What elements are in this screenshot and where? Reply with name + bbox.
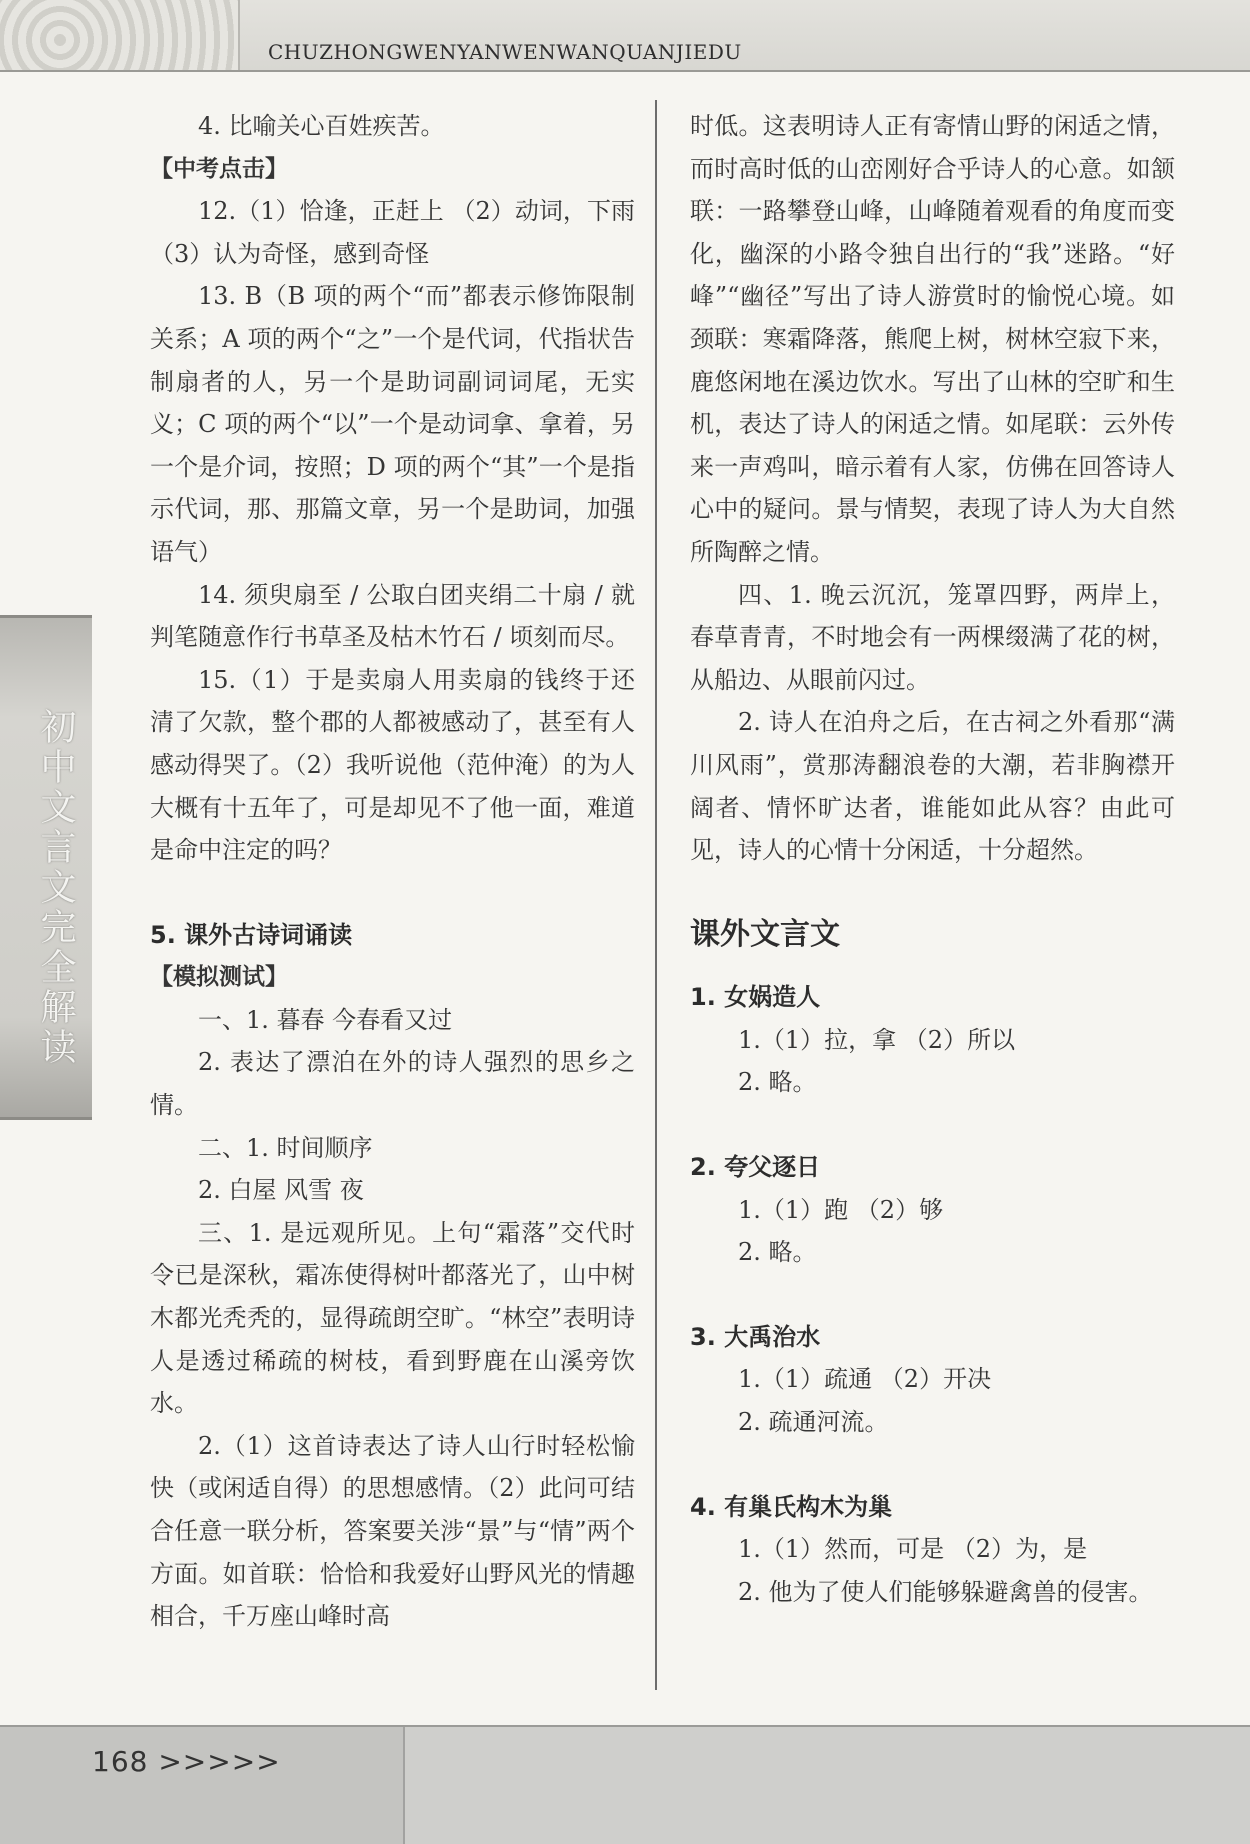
- answer-item: 一、1. 暮春 今春看又过: [198, 1005, 453, 1034]
- answer-item: 1.（1）跑 （2）够: [738, 1195, 944, 1224]
- right-column: [690, 105, 1175, 1613]
- answer-item: 三、1. 是远观所见。上句“霜落”交代时令已是深秋，霜冻使得树叶都落光了，山中树木都光秃秃的，显得疏朗空旷。“林空”表明诗人是透过稀疏的树枝，看到野鹿在山溪旁饮水。: [150, 1218, 635, 1418]
- lesson-title: 3. 大禹治水: [690, 1322, 821, 1351]
- answer-item: 4. 比喻关心百姓疾苦。: [198, 112, 445, 140]
- answer-item: 2. 他为了使人们能够躲避禽兽的侵害。: [738, 1577, 1153, 1606]
- answer-item: 四、1. 晚云沉沉，笼罩四野，两岸上，春草青青，不时地会有一两棵缀满了花的树，从船边、从眼前闪过。: [690, 580, 1175, 694]
- answer-item: 14. 须臾扇至 / 公取白团夹绢二十扇 / 就判笔随意作行书草圣及枯木竹石 / 顷刻而尽。: [150, 580, 635, 652]
- footer-band: [0, 1725, 1250, 1844]
- chapter-title: 课外文言文: [690, 916, 840, 952]
- answer-item: 二、1. 时间顺序: [198, 1133, 373, 1162]
- answer-item: 12.（1）恰逢，正赶上 （2）动词，下雨 （3）认为奇怪，感到奇怪: [150, 197, 635, 268]
- section-heading: 【中考点击】: [150, 155, 288, 182]
- lesson-title: 1. 女娲造人: [690, 983, 821, 1012]
- running-title: CHUZHONGWENYANWENWANQUANJIEDU: [268, 40, 742, 64]
- section-heading: 【模拟测试】: [150, 964, 288, 991]
- answer-item: 2. 诗人在泊舟之后，在古祠之外看那“满川风雨”，赏那涛翻浪卷的大潮，若非胸襟开阔者、情怀旷达者，谁能如此从容？由此可见，诗人的心情十分闲适，十分超然。: [690, 708, 1175, 865]
- answer-item: 时低。这表明诗人正有寄情山野的闲适之情，而时高时低的山峦刚好合乎诗人的心意。如颔联：一路攀登山峰，山峰随着观看的角度而变化，幽深的小路令独自出行的“我”迷路。“好峰”“幽径”写出了诗人游赏时的愉悦心境。如颈联：寒霜降落，熊爬上树，树林空寂下来，鹿悠闲地在溪边饮水。写出了山林的空旷和生机，表达了诗人的闲适之情。如尾联：云外传来一声鸡叫，暗示着有人家，仿佛在回答诗人心中的疑问。景与情契，表现了诗人为大自然所陶醉之情。: [690, 112, 1175, 566]
- lesson-title: 2. 夸父逐日: [690, 1153, 821, 1182]
- answer-item: 2.（1）这首诗表达了诗人山行时轻松愉快（或闲适自得）的思想感情。（2）此问可结合任意一联分析，答案要关涉“景”与“情”两个方面。如首联：恰恰和我爱好山野风光的情趣相合，千万座山峰时高: [150, 1431, 635, 1631]
- answer-item: 2. 略。: [738, 1238, 817, 1267]
- answer-item: 15.（1）于是卖扇人用卖扇的钱终于还清了欠款，整个郡的人都被感动了，甚至有人感动得哭了。（2）我听说他（范仲淹）的为人大概有十五年了，可是却见不了他一面，难道是命中注定的吗？: [150, 665, 635, 865]
- side-tab-label: 初中文言文完全解读: [35, 708, 76, 1068]
- side-tab: [0, 615, 92, 1120]
- lesson-title: 4. 有巢氏构木为巢: [690, 1492, 893, 1521]
- answer-item: 2. 略。: [738, 1068, 817, 1097]
- column-divider: [655, 100, 657, 1690]
- left-column: [150, 105, 635, 1638]
- answer-item: 1.（1）然而，可是 （2）为，是: [738, 1535, 1088, 1564]
- answer-item: 2. 表达了漂泊在外的诗人强烈的思乡之情。: [150, 1048, 635, 1120]
- answer-item: 1.（1）疏通 （2）开决: [738, 1365, 992, 1394]
- answer-item: 2. 白屋 风雪 夜: [198, 1176, 364, 1205]
- answer-item: 13. B（B 项的两个“而”都表示修饰限制关系；A 项的两个“之”一个是代词，代指状告制扇者的人，另一个是助词副词词尾，无实义；C 项的两个“以”一个是动词拿、拿着，另一个是介词，按照；D 项的两个“其”一个是指示代词，那、那篇文章，另一个是助词，加强语气）: [150, 282, 635, 566]
- header-ornament: [0, 0, 240, 70]
- page-number: 168 >>>>>: [92, 1745, 281, 1778]
- answer-item: 1.（1）拉，拿 （2）所以: [738, 1025, 1016, 1054]
- lesson-title: 5. 课外古诗词诵读: [150, 920, 353, 949]
- answer-item: 2. 疏通河流。: [738, 1408, 889, 1437]
